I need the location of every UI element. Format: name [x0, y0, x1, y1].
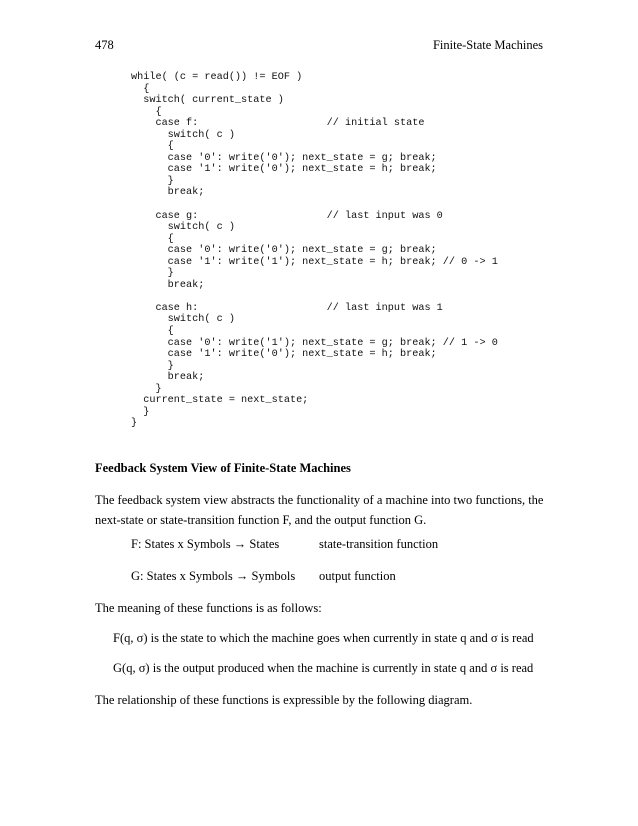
definition-row-f: [131, 537, 551, 555]
definition-description: state-transition function: [319, 537, 439, 551]
closing-paragraph: The relationship of these functions is expressible by the following diagram.: [95, 693, 473, 707]
meaning-line-f: F(q, σ) is the state to which the machine goes when currently in state q and σ is read: [113, 631, 534, 645]
definition-signature: F: States x Symbols → States: [131, 537, 280, 551]
meaning-intro: The meaning of these functions is as follows:: [95, 601, 322, 615]
code-listing: while( (c = read()) != EOF ) { switch( current_state ) { case f: // initial state switch( c ) { case '0': write('0'); next_state = g; break; case '1': write('0'); next_state = h; break; } break; case g: // last input was 0 switch( c ) { case '0': write('0'); next_state = g; break; case '1': write('1'); next_state = h; break; // 0 -> 1 } break; case h: // last input was 1 switch( c ) { case '0': write('1'); next_state = g; break; // 1 -> 0 case '1': write('0'); next_state = h; break; } break; } current_state = next_state; } }: [131, 72, 498, 430]
running-title: Finite-State Machines: [432, 38, 543, 52]
definition-signature: G: States x Symbols → Symbols: [131, 569, 296, 583]
meaning-line-g: G(q, σ) is the output produced when the machine is currently in state q and σ is read: [113, 661, 534, 675]
definition-description: output function: [319, 569, 396, 583]
page-header: [95, 38, 543, 56]
section-heading: Feedback System View of Finite-State Machines: [95, 461, 351, 475]
page-number: 478: [95, 38, 114, 52]
intro-paragraph: The feedback system view abstracts the functionality of a machine into two functions, the next-state or state-transition function F, and the output function G.: [95, 493, 544, 527]
definition-row-g: [131, 569, 551, 587]
